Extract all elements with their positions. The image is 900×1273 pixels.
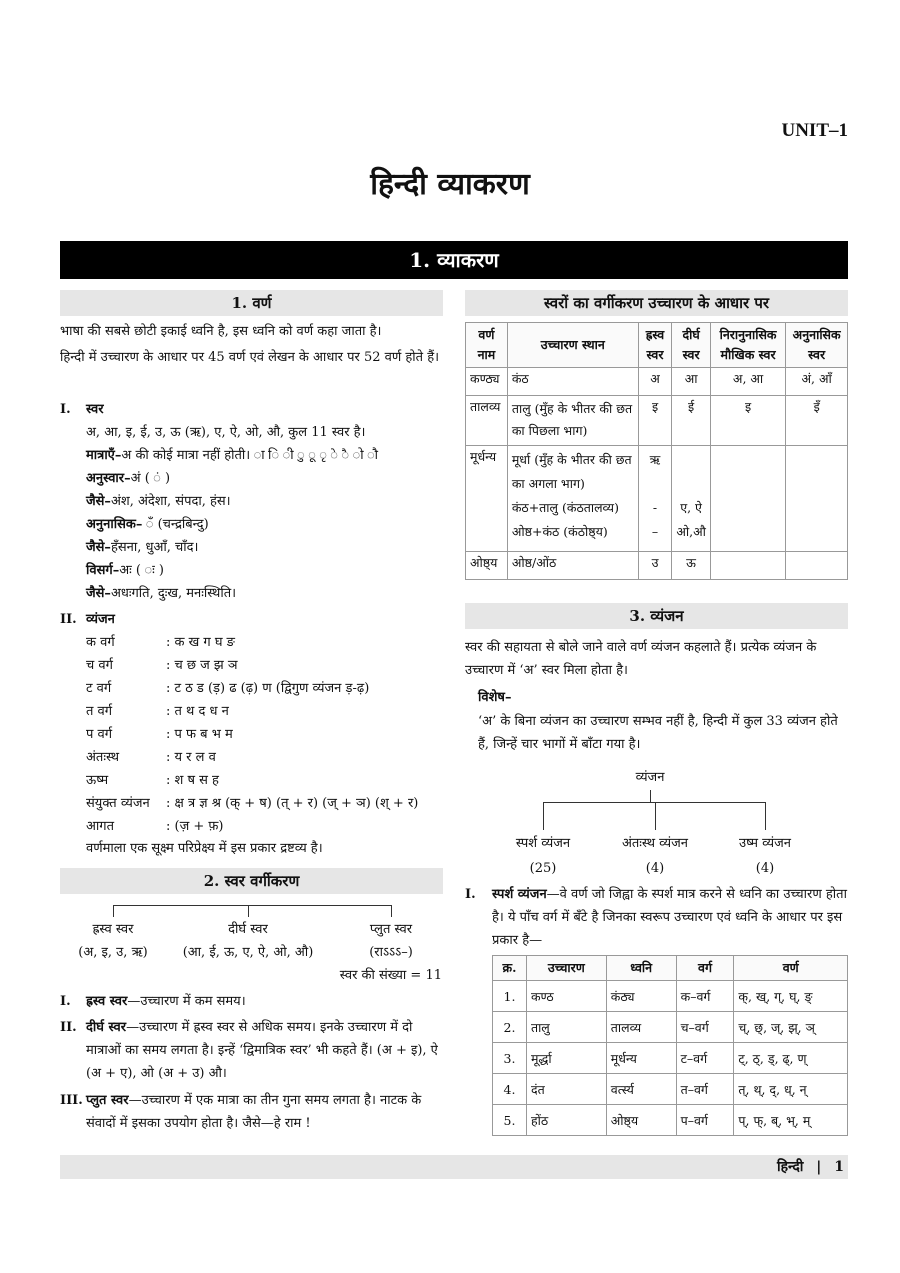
table-cell: तालु [526,1012,606,1043]
sparsh-label: स्पर्श व्यंजन [492,887,547,902]
table-cell: तालव्य [466,396,508,446]
vyanjan-row-label: संयुक्त व्यंजन [86,796,150,811]
vyanjan-row-letters: : श ष स ह [166,773,219,788]
section-varn-heading: 1. वर्ण [60,290,443,316]
table-cell: कण्ठ [526,981,606,1012]
hrasva-text: —उच्चारण में कम समय। [127,994,246,1009]
table-cell: मूर्धन्य [606,1043,676,1074]
table-cell: त्, थ्, द्, ध्, न् [734,1074,848,1105]
visarg-example [86,582,236,605]
matra-text: अ की कोई मात्रा नहीं होती। ा ि ी ु ू ृ े ै ो ौ [121,448,379,463]
place-kanthtalavya: कंठ+तालु (कंठतालव्य) [511,500,619,515]
dirgh-text: —उच्चारण में ह्रस्व स्वर से अधिक समय। इनके उच्चारण में दो मात्राओं का समय लगता है। इन्हें ‘द्विमात्रिक स्वर’ भी कहते हैं। (अ + इ), ऐ (अ + ए), ओ (अ + उ) औ। [86,1020,438,1081]
table-cell: होंठ [526,1105,606,1136]
table-cell: च्, छ्, ज्, झ्, ञ् [734,1012,848,1043]
vyanjan-row-letters: : त थ द ध न [166,704,229,719]
table-body [493,981,848,1136]
example-text: अंश, अंदेशा, संपदा, हंस। [110,494,231,509]
example-label: जैसे– [86,540,111,555]
plut-label: प्लुत स्वर [86,1093,129,1108]
tree-node-sparsh: स्पर्श व्यंजन [515,836,571,851]
table-cell: तालव्य [606,1012,676,1043]
table-cell: कंठ [507,368,638,396]
table-cell: इँ [786,396,848,446]
anuswar-example [86,490,231,513]
dirgh-para [86,1016,443,1085]
table-cell: 1. [493,981,527,1012]
table1-heading: स्वरों का वर्गीकरण उच्चारण के आधार पर [465,290,848,316]
cell-value: ओ,औ [676,524,706,539]
visarg-label: विसर्ग– [86,563,120,578]
sparsh-vyanjan-table [492,955,848,1136]
vyanjan-row-letters: : च छ ज झ ञ [166,658,238,673]
chapter-heading: 1. व्याकरण [60,241,848,279]
example-text: हँसना, धुआँ, चाँद। [110,540,199,555]
tree-connector [113,905,391,906]
anunasik-line [86,513,209,536]
varn-count-para: हिन्दी में उच्चारण के आधार पर 45 वर्ण एवं लेखन के आधार पर 52 वर्ण होते हैं। [60,350,440,365]
vyanjan-number: II. [60,612,77,627]
sparsh-number: I. [465,887,476,902]
tree-connector [391,905,392,917]
tree-node-hrasva: ह्रस्व स्वर [92,922,134,937]
table-header-row [493,956,848,981]
vyanjan-row-label: प वर्ग [86,727,113,742]
table-header: अनुनासिक स्वर [786,323,848,368]
table-cell [507,446,638,552]
table-cell [672,446,711,552]
table-cell: ई [672,396,711,446]
footer [777,1155,844,1179]
table-cell: तालु (मुँह के भीतर की छत का पिछला भाग) [507,396,638,446]
page-number: 1 [834,1159,844,1175]
page-title: हिन्दी व्याकरण [370,167,530,202]
swar-count: स्वर की संख्या = 11 [339,968,442,983]
table-cell: मूर्द्धा [526,1043,606,1074]
table-cell: प्, फ्, ब्, भ्, म् [734,1105,848,1136]
table-row [493,1105,848,1136]
vyanjan-row-label: ट वर्ग [86,681,112,696]
table-cell: कंठ्य [606,981,676,1012]
tree-root-vyanjan: व्यंजन [635,770,665,785]
varnmala-note: वर्णमाला एक सूक्ष्म परिप्रेक्ष्य में इस प्रकार द्रष्टव्य है। [86,841,323,856]
swar-list: अ, आ, इ, ई, उ, ऊ (ऋ), ए, ऐ, ओ, औ, कुल 11 स्वर है। [86,425,366,440]
plut-text: —उच्चारण में एक मात्रा का तीन गुना समय लगता है। नाटक के संवादों में इसका उपयोग होता है। जैसे—हे राम ! [86,1093,422,1131]
tree-count-antahsth: (4) [645,861,665,876]
tree-connector [765,802,766,830]
vyanjan-row-label: आगत [86,819,115,834]
table-header: निरानुनासिक मौखिक स्वर [710,323,785,368]
cell-value: ऋ [649,452,661,467]
swar-classification-table [465,322,848,580]
table-cell: प–वर्ग [676,1105,734,1136]
table-cell [638,446,672,552]
table-cell: ट्, ठ्, ड्, ढ्, ण् [734,1043,848,1074]
table-row [466,396,848,446]
table-cell: अ [638,368,672,396]
tree-count-ushm: (4) [755,861,775,876]
example-label: जैसे– [86,494,111,509]
tree-node-antahsth: अंतःस्थ व्यंजन [621,836,689,851]
table-header-row [466,323,848,368]
table-cell: उ [638,552,672,580]
dirgh-number: II. [60,1020,77,1035]
matra-line [86,444,378,467]
table-header: क्र. [493,956,527,981]
tree-connector [113,905,114,917]
table-header: दीर्घ स्वर [672,323,711,368]
tree-connector [650,790,651,802]
table-row [466,552,848,580]
varn-intro: भाषा की सबसे छोटी इकाई ध्वनि है, इस ध्वनि को वर्ण कहा जाता है। [60,324,382,339]
table-header: वर्ग [676,956,734,981]
dirgh-label: दीर्घ स्वर [86,1020,127,1035]
hrasva-para [86,990,246,1013]
table-row [493,1043,848,1074]
table-cell: 5. [493,1105,527,1136]
example-label: जैसे– [86,586,111,601]
tree-items-dirgh: (आ, ई, ऊ, ए, ऐ, ओ, औ) [182,945,314,960]
vishesh-label: विशेष– [478,690,512,705]
cell-value: ए, ऐ [680,500,702,515]
visarg-text: अः ( ः ) [119,563,164,578]
tree-connector [543,802,544,830]
vyanjan-row-letters: : प फ ब भ म [166,727,233,742]
table-row [493,981,848,1012]
table-row [493,1074,848,1105]
sparsh-para [492,883,848,952]
table-header: वर्ण नाम [466,323,508,368]
tree-node-ushm: उष्म व्यंजन [739,836,791,851]
tree-items-plut: (राऽऽऽ–) [369,945,413,960]
vyanjan-row-label: त वर्ग [86,704,113,719]
table-cell: त–वर्ग [676,1074,734,1105]
vyanjan-row-label: च वर्ग [86,658,113,673]
example-text: अधःगति, दुःख, मनःस्थिति। [110,586,237,601]
table-cell: अ, आ [710,368,785,396]
tree-items-hrasva: (अ, इ, उ, ऋ) [78,945,148,960]
table-cell [786,552,848,580]
cell-value: – [651,524,659,539]
visarg-line [86,559,164,582]
table-cell [710,552,785,580]
plut-para [86,1089,443,1135]
table-cell [786,446,848,552]
table-cell: वर्त्स्य [606,1074,676,1105]
table-cell: इ [638,396,672,446]
anuswar-label: अनुस्वार– [86,471,131,486]
vyanjan-row-letters: : य र ल व [166,750,216,765]
table-cell: 2. [493,1012,527,1043]
table-cell: ऊ [672,552,711,580]
table-cell: 4. [493,1074,527,1105]
table-row [466,368,848,396]
table-cell: दंत [526,1074,606,1105]
swar-number: I. [60,402,71,417]
table-row [466,446,848,552]
table-cell: ओष्ठ्य [606,1105,676,1136]
tree-node-plut: प्लुत स्वर [369,922,413,937]
tree-connector [543,802,765,803]
vyanjan-heading: व्यंजन [86,612,115,627]
hrasva-label: ह्रस्व स्वर [86,994,128,1009]
tree-count-sparsh: (25) [529,861,557,876]
table-row [493,1012,848,1043]
anuswar-line [86,467,170,490]
table-cell: कण्ठ्य [466,368,508,396]
table-cell [710,446,785,552]
table-cell: अं, आँ [786,368,848,396]
plut-number: III. [60,1093,83,1108]
table-cell: ओष्ठ्य [466,552,508,580]
place-murdha: मूर्धा (मुँह के भीतर की छत का अगला भाग) [511,452,632,491]
vishesh-text: ‘अ’ के बिना व्यंजन का उच्चारण सम्भव नहीं है, हिन्दी में कुल 33 व्यंजन होते हैं, जिन्हें चार भागों में बाँटा गया है। [478,714,838,752]
table-cell: 3. [493,1043,527,1074]
tree-connector [655,802,656,830]
vyanjan-row-letters: : क्ष त्र ज्ञ श्र (क् + ष) (त् + र) (ज् + ञ) (श् + र) [166,796,419,811]
table-header: वर्ण [734,956,848,981]
vyanjan-row-letters: : ट ठ ड (ड़) ढ (ढ़) ण (द्विगुण व्यंजन ड़-ढ़) [166,681,370,696]
table-cell: ओष्ठ/ओंठ [507,552,638,580]
swar-heading: स्वर [86,402,104,417]
table-cell: ट–वर्ग [676,1043,734,1074]
matra-label: मात्राएँ– [86,448,122,463]
table-cell: मूर्धन्य [466,446,508,552]
footer-subject: हिन्दी [776,1159,804,1175]
anunasik-label: अनुनासिक– [86,517,143,532]
place-kanthoshthya: ओष्ठ+कंठ (कंठोष्ठ्य) [511,524,608,539]
table-header: ध्वनि [606,956,676,981]
section-vyanjan-heading: 3. व्यंजन [465,603,848,629]
footer-bar [60,1155,848,1179]
table-cell: क्, ख्, ग्, घ्, ङ् [734,981,848,1012]
anuswar-text: अं ( ं ) [130,471,171,486]
table-cell: च–वर्ग [676,1012,734,1043]
vyanjan-row-label: ऊष्म [86,773,109,788]
footer-separator: | [816,1159,822,1175]
section-swar-vargikaran-heading: 2. स्वर वर्गीकरण [60,868,443,894]
hrasva-number: I. [60,994,71,1009]
table-header: उच्चारण [526,956,606,981]
tree-connector [248,905,249,917]
vyanjan-row-letters: : (ज़ + फ़) [166,819,224,834]
tree-node-dirgh: दीर्घ स्वर [228,922,268,937]
table-cell: आ [672,368,711,396]
table-cell: क–वर्ग [676,981,734,1012]
table-cell: इ [710,396,785,446]
vyanjan-row-letters: : क ख ग घ ङ [166,635,235,650]
sparsh-text: —वे वर्ण जो जिह्वा के स्पर्श मात्र करने से ध्वनि का उच्चारण होता है। ये पाँच वर्ग में बँटे है जिनका स्वरूप उच्चारण एवं ध्वनि के आधार पर इस प्रकार है— [492,887,847,948]
vyanjan-intro: स्वर की सहायता से बोले जाने वाले वर्ण व्यंजन कहलाते हैं। प्रत्येक व्यंजन के उच्चारण में ‘अ’ स्वर मिला होता है। [465,640,817,678]
table-header: उच्चारण स्थान [507,323,638,368]
vyanjan-row-label: क वर्ग [86,635,115,650]
anunasik-example [86,536,198,559]
table-header: ह्रस्व स्वर [638,323,672,368]
cell-value: - [652,500,658,515]
vyanjan-row-label: अंतःस्थ [86,750,120,765]
anunasik-text: ँ (चन्द्रबिन्दु) [142,517,209,532]
unit-label: UNIT–1 [781,120,848,141]
